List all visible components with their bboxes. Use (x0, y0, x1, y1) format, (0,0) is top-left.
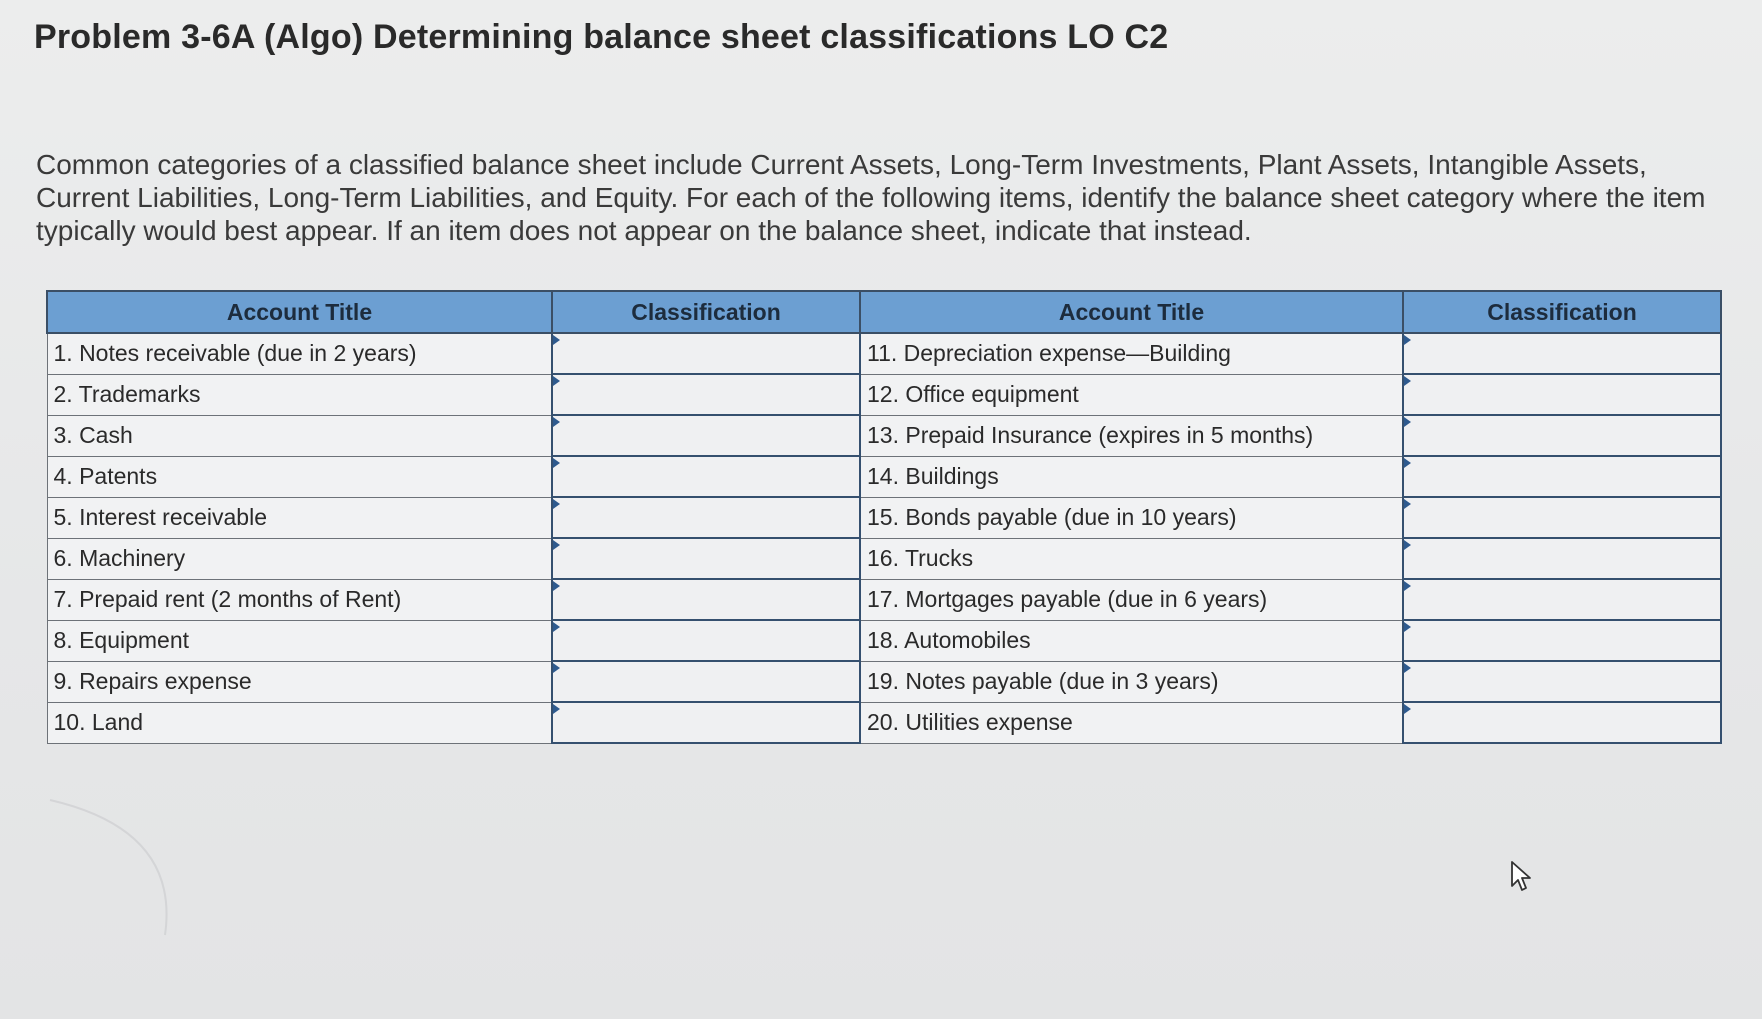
header-account-title-left: Account Title (47, 291, 552, 333)
account-title-cell: 11. Depreciation expense—Building (860, 333, 1403, 374)
classification-dropdown-cell[interactable] (1403, 702, 1721, 743)
classification-dropdown[interactable] (553, 334, 859, 373)
account-title-cell: 18. Automobiles (860, 620, 1403, 661)
classification-dropdown[interactable] (1404, 539, 1720, 578)
classification-dropdown[interactable] (1404, 580, 1720, 619)
classification-dropdown-cell[interactable] (552, 538, 860, 579)
table-row (47, 538, 1721, 579)
classification-dropdown[interactable] (553, 457, 859, 496)
classification-dropdown[interactable] (1404, 416, 1720, 455)
table-row (47, 497, 1721, 538)
header-classification-left: Classification (552, 291, 860, 333)
classification-dropdown-cell[interactable] (552, 374, 860, 415)
paper-curve-reflection (40, 790, 180, 940)
table-row (47, 661, 1721, 702)
classification-dropdown-cell[interactable] (552, 497, 860, 538)
classification-dropdown[interactable] (553, 662, 859, 701)
table-row (47, 456, 1721, 497)
classification-dropdown[interactable] (553, 539, 859, 578)
account-title-cell: 1. Notes receivable (due in 2 years) (47, 333, 552, 374)
table-row (47, 415, 1721, 456)
classification-dropdown-cell[interactable] (1403, 333, 1721, 374)
account-title-cell: 6. Machinery (47, 538, 552, 579)
account-title-cell: 2. Trademarks (47, 374, 552, 415)
classification-dropdown-cell[interactable] (1403, 538, 1721, 579)
classification-dropdown-cell[interactable] (1403, 579, 1721, 620)
account-title-cell: 15. Bonds payable (due in 10 years) (860, 497, 1403, 538)
account-title-cell: 3. Cash (47, 415, 552, 456)
classification-dropdown[interactable] (553, 498, 859, 537)
account-title-cell: 9. Repairs expense (47, 661, 552, 702)
account-title-cell: 7. Prepaid rent (2 months of Rent) (47, 579, 552, 620)
classification-dropdown[interactable] (553, 416, 859, 455)
classification-dropdown-cell[interactable] (1403, 415, 1721, 456)
classification-dropdown-cell[interactable] (552, 415, 860, 456)
classification-dropdown-cell[interactable] (552, 661, 860, 702)
table-row (47, 333, 1721, 374)
classification-dropdown[interactable] (1404, 621, 1720, 660)
classification-dropdown[interactable] (1404, 498, 1720, 537)
classification-dropdown-cell[interactable] (1403, 661, 1721, 702)
account-title-cell: 13. Prepaid Insurance (expires in 5 months) (860, 415, 1403, 456)
table-header-row (47, 291, 1721, 333)
classification-dropdown-cell[interactable] (552, 620, 860, 661)
table-row (47, 620, 1721, 661)
header-account-title-right: Account Title (860, 291, 1403, 333)
table-row (47, 579, 1721, 620)
classification-dropdown-cell[interactable] (1403, 497, 1721, 538)
problem-title: Problem 3-6A (Algo) Determining balance sheet classifications LO C2 (34, 18, 1169, 56)
classification-dropdown-cell[interactable] (552, 333, 860, 374)
account-title-cell: 20. Utilities expense (860, 702, 1403, 743)
mouse-pointer-icon (1510, 860, 1534, 892)
table-body (47, 333, 1721, 743)
classification-dropdown[interactable] (1404, 375, 1720, 414)
classification-dropdown[interactable] (553, 375, 859, 414)
table-row (47, 374, 1721, 415)
account-title-cell: 14. Buildings (860, 456, 1403, 497)
classification-dropdown-cell[interactable] (552, 702, 860, 743)
classification-dropdown[interactable] (553, 580, 859, 619)
table-row (47, 702, 1721, 743)
account-title-cell: 5. Interest receivable (47, 497, 552, 538)
header-classification-right: Classification (1403, 291, 1721, 333)
classification-dropdown-cell[interactable] (1403, 620, 1721, 661)
classification-dropdown-cell[interactable] (1403, 374, 1721, 415)
account-title-cell: 16. Trucks (860, 538, 1403, 579)
classification-dropdown[interactable] (1404, 703, 1720, 742)
classification-dropdown[interactable] (553, 621, 859, 660)
classification-dropdown[interactable] (1404, 334, 1720, 373)
account-title-cell: 8. Equipment (47, 620, 552, 661)
problem-instructions: Common categories of a classified balance sheet include Current Assets, Long-Term Investments, Plant Assets, Intangible Assets, Current Liabilities, Long-Term Liabilities, and Equity. For each of the following items, identify the balance sheet category where the item typically would best appear. If an item does not appear on the balance sheet, indicate that instead. (36, 149, 1706, 246)
classification-dropdown-cell[interactable] (552, 579, 860, 620)
classification-dropdown[interactable] (553, 703, 859, 742)
classification-dropdown[interactable] (1404, 457, 1720, 496)
account-title-cell: 4. Patents (47, 456, 552, 497)
account-title-cell: 10. Land (47, 702, 552, 743)
classification-dropdown[interactable] (1404, 662, 1720, 701)
classification-table (46, 290, 1722, 744)
account-title-cell: 19. Notes payable (due in 3 years) (860, 661, 1403, 702)
classification-dropdown-cell[interactable] (1403, 456, 1721, 497)
account-title-cell: 17. Mortgages payable (due in 6 years) (860, 579, 1403, 620)
account-title-cell: 12. Office equipment (860, 374, 1403, 415)
classification-dropdown-cell[interactable] (552, 456, 860, 497)
